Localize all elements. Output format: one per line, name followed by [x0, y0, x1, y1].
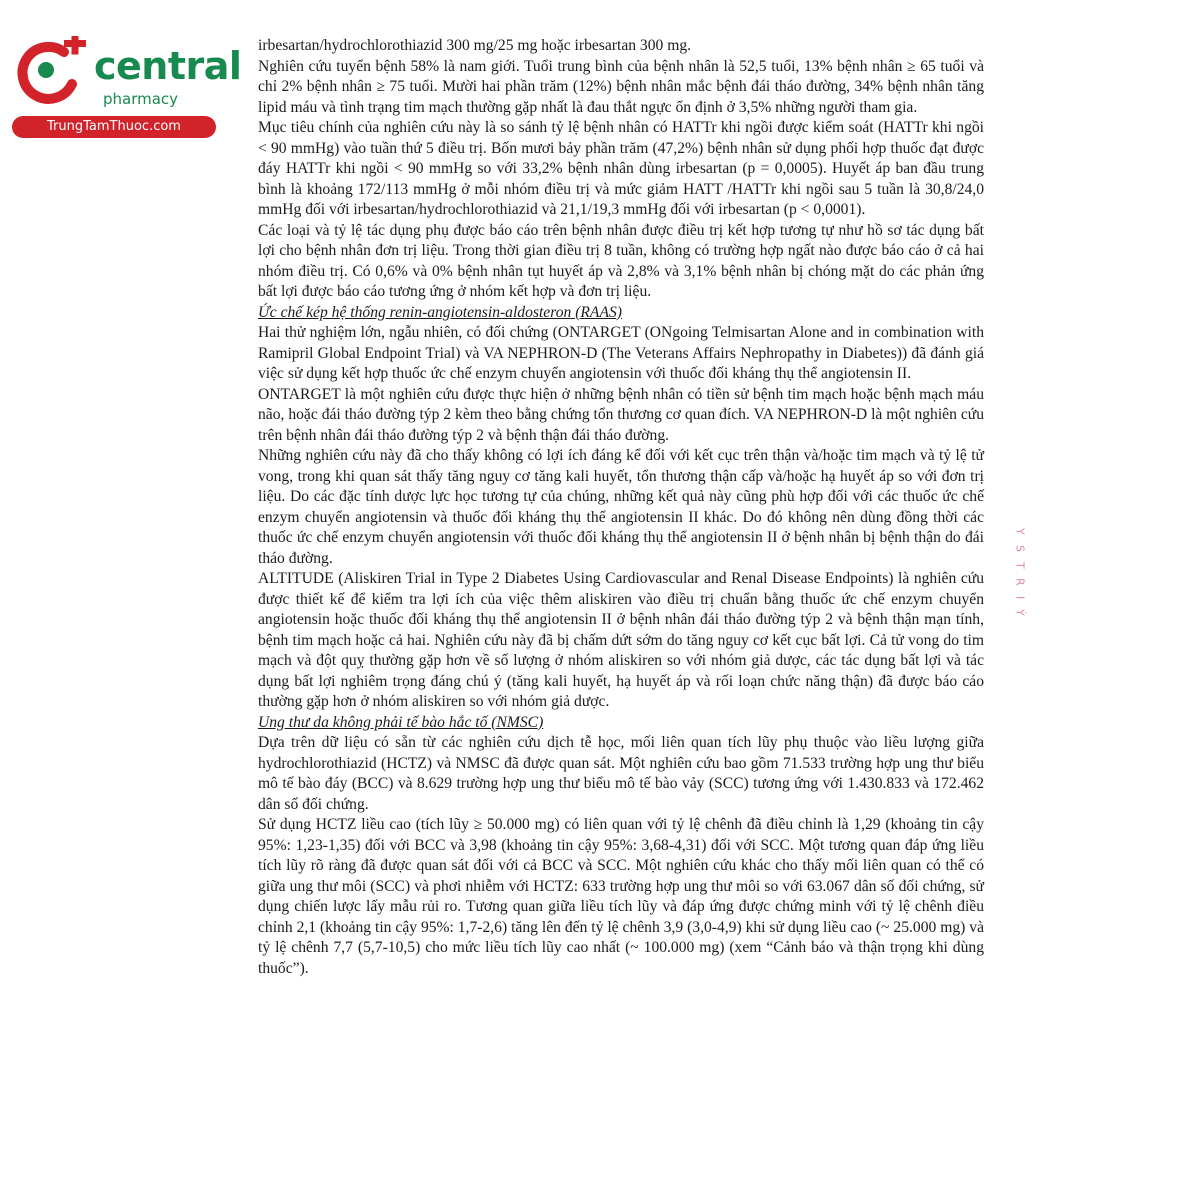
margin-stamp [1010, 528, 1030, 616]
paragraph: Mục tiêu chính của nghiên cứu này là so sánh tỷ lệ bệnh nhân có HATTr khi ngồi được kiểm soát (HATTr khi ngồi < 90 mmHg) vào tuần thứ 5 điều trị. Bốn mươi bảy phần trăm (47,2%) bệnh nhân sử dụng phối hợp thuốc đạt được đáy HATTr khi ngồi < 90 mmHg so với 33,2% bệnh nhân dùng irbesartan (p = 0,0005). Huyết áp ban đầu trung bình là khoảng 172/113 mmHg ở mỗi nhóm điều trị và mức giảm HATT /HATTr khi ngồi sau 5 tuần là 30,8/24,0 mmHg đối với irbesartan/hydrochlorothiazid và 21,1/19,3 mmHg đối với irbesartan (p < 0,0001). [258, 119, 984, 218]
logo-subtitle: pharmacy [103, 90, 179, 108]
paragraph: Các loại và tỷ lệ tác dụng phụ được báo cáo trên bệnh nhân được điều trị kết hợp tương tự như hồ sơ tác dụng bất lợi cho bệnh nhân đơn trị liệu. Trong thời gian điều trị 8 tuần, không có trường hợp ngất nào được báo cáo ở cả hai nhóm điều trị. Có 0,6% và 0% bệnh nhân tụt huyết áp và 2,8% và 3,1% bệnh nhân bị chóng mặt do các phản ứng bất lợi được báo cáo tương ứng ở nhóm kết hợp và đơn trị liệu. [258, 221, 984, 300]
stamp-char: Y [1013, 528, 1027, 535]
section-heading-raas: Ức chế kép hệ thống renin-angiotensin-aldosteron (RAAS) [258, 303, 622, 321]
paragraph: Hai thử nghiệm lớn, ngẫu nhiên, có đối chứng (ONTARGET (ONgoing Telmisartan Alone and in combination with Ramipril Global Endpoint Trial) và VA NEPHRON-D (The Veterans Affairs Nephropathy in Diabetes)) đã đánh giá việc sử dụng kết hợp thuốc ức chế enzym chuyển angiotensin với thuốc đối kháng thụ thể angiotensin II. [258, 324, 984, 382]
stamp-char: T [1013, 561, 1027, 569]
pharmacy-cross-c-logo-icon [12, 36, 92, 108]
stamp-char: Ý [1013, 609, 1027, 617]
document-body [258, 36, 984, 979]
paragraph: Nghiên cứu tuyển bệnh 58% là nam giới. Tuổi trung bình của bệnh nhân là 52,5 tuổi, 13% bệnh nhân ≥ 65 tuổi và chỉ 2% bệnh nhân ≥ 75 tuổi. Mười hai phần trăm (12%) bệnh nhân mắc bệnh đái tháo đường, 34% bệnh nhân tăng lipid máu và tình trạng tim mạch thường gặp nhất là đau thắt ngực ổn định ở 3,5% những người tham gia. [258, 57, 984, 116]
paragraph: ALTITUDE (Aliskiren Trial in Type 2 Diabetes Using Cardiovascular and Renal Disease Endpoints) là nghiên cứu được thiết kế để kiểm tra lợi ích của việc thêm aliskiren vào điều trị chuẩn bằng thuốc ức chế enzym chuyển angiotensin hoặc thuốc đối kháng thụ thể angiotensin II ở bệnh nhân đái tháo đường týp 2 và bệnh thận mạn tính, bệnh tim mạch hoặc cả hai. Nghiên cứu này đã bị chấm dứt sớm do tăng nguy cơ kết cục bất lợi. Cả tử vong do tim mạch và đột quỵ thường gặp hơn về số lượng ở nhóm aliskiren so với nhóm giả dược, các tác dụng bất lợi và tác dụng bất lợi nghiêm trọng đáng chú ý (tăng kali huyết, hạ huyết áp và rối loạn chức năng thận) đã được báo cáo thường gặp hơn ở nhóm aliskiren so với nhóm giả dược. [258, 570, 984, 710]
stamp-char: R [1013, 578, 1027, 587]
logo-name: central [94, 44, 242, 88]
paragraph: irbesartan/hydrochlorothiazid 300 mg/25 mg hoặc irbesartan 300 mg. [258, 37, 692, 54]
stamp-char: I [1013, 596, 1027, 600]
section-heading-nmsc: Ung thư da không phải tế bào hắc tố (NMSC) [258, 713, 544, 731]
paragraph: Dựa trên dữ liệu có sẵn từ các nghiên cứu dịch tễ học, mối liên quan tích lũy phụ thuộc vào liều lượng giữa hydrochlorothiazid (HCTZ) và NMSC đã được quan sát. Một nghiên cứu bao gồm 71.533 trường hợp ung thư biểu mô tế bào đáy (BCC) và 8.629 trường hợp ung thư biểu mô tế bào vảy (SCC) tương ứng với 1.430.833 và 172.462 dân số đối chứng. [258, 734, 984, 813]
paragraph: Sử dụng HCTZ liều cao (tích lũy ≥ 50.000 mg) có liên quan với tỷ lệ chênh đã điều chỉnh là 1,29 (khoảng tin cậy 95%: 1,23-1,35) đối với BCC và 3,98 (khoảng tin cậy 95%: 3,68-4,31) đối với SCC. Một tương quan đáp ứng liều tích lũy rõ ràng đã được quan sát đối với cả BCC và SCC. Một nghiên cứu khác cho thấy mối liên quan có thể có giữa ung thư môi (SCC) và phơi nhiễm với HCTZ: 633 trường hợp ung thư môi so với 63.067 dân số đối chứng, sử dụng chiến lược lấy mẫu rủi ro. Tương quan giữa liều tích lũy và đáp ứng được chứng minh với tỷ lệ chênh điều chỉnh 2,1 (khoảng tin cậy 95%: 1,7-2,6) tăng lên đến tỷ lệ chênh 3,9 (3,0-4,9) khi sử dụng liều cao (~ 25.000 mg) và tỷ lệ chênh 7,7 (5,7-10,5) cho mức liều tích lũy cao nhất (~ 100.000 mg) (xem “Cảnh báo và thận trọng khi dùng thuốc”). [258, 816, 984, 977]
stamp-char: S [1013, 544, 1027, 552]
logo-badge: TrungTamThuoc.com [12, 116, 216, 138]
paragraph: Những nghiên cứu này đã cho thấy không có lợi ích đáng kể đối với kết cục trên thận và/hoặc tim mạch và tỷ lệ tử vong, trong khi quan sát thấy tăng nguy cơ tăng kali huyết, tổn thương thận cấp và/hoặc hạ huyết áp so với đơn trị liệu. Do các đặc tính dược lực học tương tự của chúng, những kết quả này cũng phù hợp đối với các thuốc ức chế enzym chuyển angiotensin và thuốc đối kháng thụ thể angiotensin II khác. Do đó không nên dùng đồng thời các thuốc ức chế enzym chuyển angiotensin với thuốc đối kháng thụ thể angiotensin II ở bệnh nhân bị bệnh thận do đái tháo đường. [258, 447, 984, 567]
paragraph: ONTARGET là một nghiên cứu được thực hiện ở những bệnh nhân có tiền sử bệnh tim mạch hoặc bệnh mạch máu não, hoặc đái tháo đường týp 2 kèm theo bằng chứng tổn thương cơ quan đích. VA NEPHRON-D là một nghiên cứu trên bệnh nhân đái tháo đường týp 2 và bệnh thận đái tháo đường. [258, 385, 984, 444]
central-pharmacy-logo [8, 34, 242, 138]
